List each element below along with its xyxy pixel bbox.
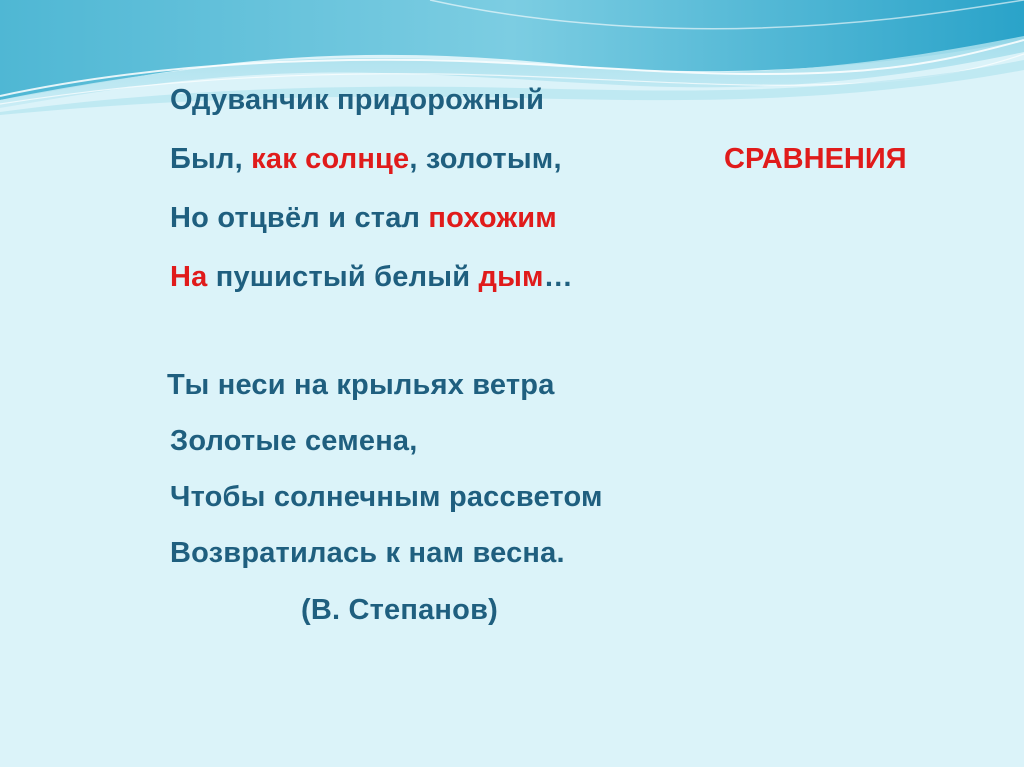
poem-line [170,423,418,459]
poem-line [170,200,557,236]
highlighted-comparison: дым [478,261,544,293]
highlighted-comparison: как солнце [251,143,410,175]
author-text: (В. Степанов) [301,594,498,626]
poem-text: Одуванчик придорожный [170,84,545,116]
highlighted-comparison: На [170,261,208,293]
poem-line [170,82,544,118]
poem-line [170,479,603,515]
poem-text: Чтобы солнечным рассветом [170,481,603,513]
poem-line [170,259,573,295]
poem-text: пушистый белый [207,261,479,293]
poem-text: Золотые семена, [170,425,418,457]
poem-text: Но отцвёл и стал [170,202,429,234]
poem-text: Возвратилась к нам весна. [170,537,565,569]
poem-text: Был, [170,143,252,175]
poem-text: … [543,261,573,293]
comparisons-label: СРАВНЕНИЯ [724,143,907,175]
poem-line [170,535,565,571]
poem-author [301,592,498,628]
poem-line [167,367,555,403]
poem-text: Ты неси на крыльях ветра [167,369,555,401]
highlighted-comparison: похожим [428,202,557,234]
poem-text: , золотым, [409,143,562,175]
poem-line [170,141,562,177]
